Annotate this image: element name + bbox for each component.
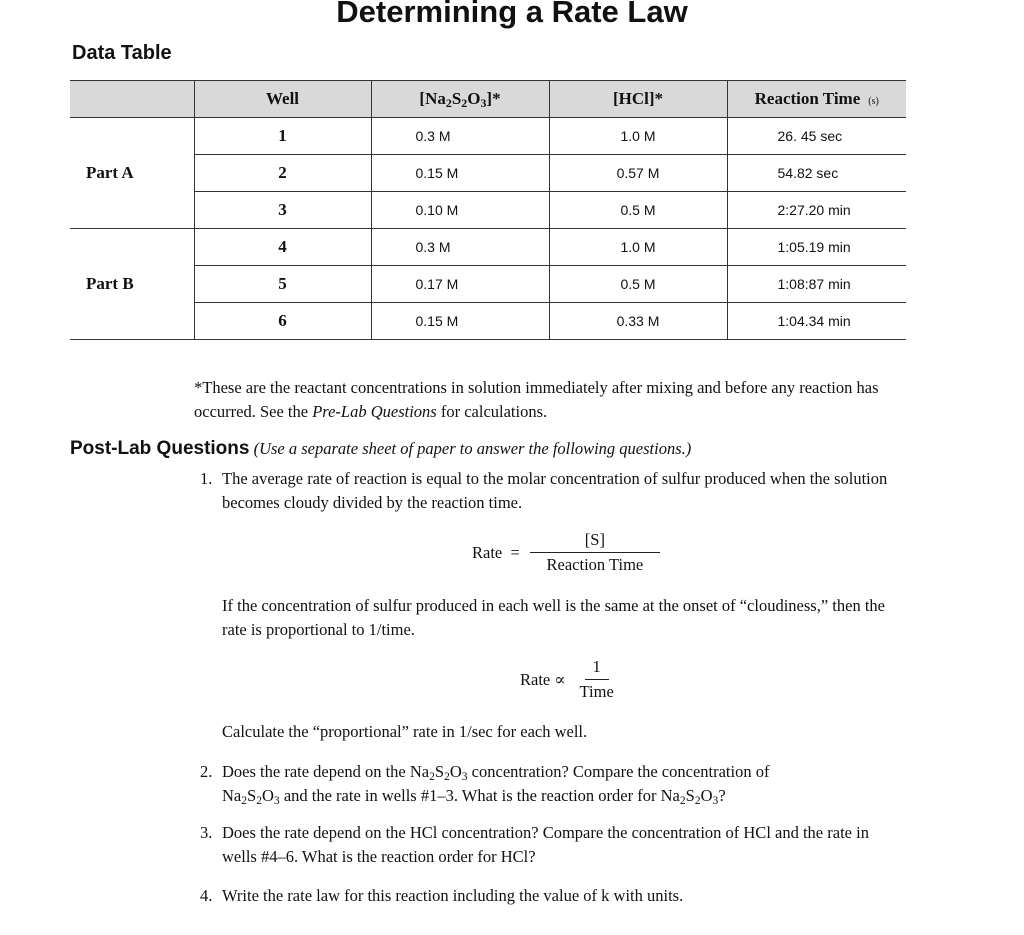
- table-row: [70, 303, 906, 340]
- hcl-cell: 1.0 M: [549, 229, 727, 266]
- rate-equation: [472, 530, 660, 575]
- na2s2o3-cell: 0.3 M: [371, 118, 549, 155]
- fraction-numerator: 1: [585, 657, 609, 680]
- header-blank: [70, 81, 194, 118]
- postlab-heading-line: [70, 438, 691, 460]
- na2s2o3-cell: 0.3 M: [371, 229, 549, 266]
- question-1: [200, 467, 900, 515]
- table-row: [70, 118, 906, 155]
- hcl-cell: 0.5 M: [549, 266, 727, 303]
- question-text: Write the rate law for this reaction including the value of k with units.: [222, 886, 684, 905]
- equation-lhs: Rate ∝: [520, 669, 566, 689]
- postlab-heading: Post-Lab Questions: [70, 438, 250, 459]
- table-row: [70, 229, 906, 266]
- na2s2o3-cell: 0.15 M: [371, 303, 549, 340]
- well-cell: 6: [194, 303, 371, 340]
- well-cell: 4: [194, 229, 371, 266]
- header-reaction-time: Reaction Time (s): [727, 81, 906, 118]
- time-cell: 1:08:87 min: [727, 266, 906, 303]
- question-number: 2.: [200, 762, 213, 781]
- question-number: 1.: [200, 469, 213, 488]
- equation-fraction: [572, 657, 622, 702]
- time-cell: 26. 45 sec: [727, 118, 906, 155]
- well-cell: 3: [194, 192, 371, 229]
- hcl-cell: 0.5 M: [549, 192, 727, 229]
- well-cell: 2: [194, 155, 371, 192]
- table-row: [70, 192, 906, 229]
- equation-lhs: Rate =: [472, 542, 520, 562]
- table-footnote: *These are the reactant concentrations in solution immediately after mixing and before any reaction has occurred. See the Pre-Lab Questions for calculations.: [194, 378, 879, 421]
- question-text: The average rate of reaction is equal to the molar concentration of sulfur produced when the solution becomes cloudy divided by the reaction time.: [222, 469, 888, 512]
- data-table-heading: Data Table: [72, 42, 172, 64]
- time-cell: 2:27.20 min: [727, 192, 906, 229]
- header-na2s2o3: $[Na_2S_2O_3]*$: [371, 81, 549, 118]
- question-4: [200, 884, 900, 908]
- time-cell: 1:05.19 min: [727, 229, 906, 266]
- hcl-cell: 0.57 M: [549, 155, 727, 192]
- table-row: [70, 155, 906, 192]
- question-text: Does the rate depend on the $Na_2S_2O_3$ concentration? Compare the concentration of $Na_2S_2O_3$ and the rate in wells #1–3. What is the reaction order for $Na_2S_2O_3$?: [222, 762, 770, 807]
- table-row: [70, 266, 906, 303]
- fraction-numerator: [S]: [530, 530, 660, 553]
- fraction-denominator: Time: [579, 682, 614, 701]
- question-1-continued: [222, 594, 892, 642]
- question-text: Does the rate depend on the HCl concentration? Compare the concentration of HCl and the rate in wells #4–6. What is the reaction order for HCl?: [222, 823, 869, 866]
- well-cell: 1: [194, 118, 371, 155]
- time-unit-note: (s): [868, 96, 879, 107]
- question-1-instruction: [222, 720, 892, 744]
- data-table: [70, 80, 906, 340]
- question-text: If the concentration of sulfur produced in each well is the same at the onset of “cloudiness,” then the rate is proportional to 1/time.: [222, 596, 885, 639]
- page-title: Determining a Rate Law: [336, 0, 688, 29]
- part-b-label: Part B: [70, 229, 194, 340]
- header-well: Well: [194, 81, 371, 118]
- time-cell: 1:04.34 min: [727, 303, 906, 340]
- hcl-cell: 0.33 M: [549, 303, 727, 340]
- part-a-label: Part A: [70, 118, 194, 229]
- question-text: Calculate the “proportional” rate in 1/sec for each well.: [222, 722, 588, 741]
- na2s2o3-cell: 0.17 M: [371, 266, 549, 303]
- na2s2o3-cell: 0.10 M: [371, 192, 549, 229]
- question-2: [200, 760, 900, 808]
- table-header-row: [70, 81, 906, 118]
- na2s2o3-cell: 0.15 M: [371, 155, 549, 192]
- equation-fraction: [530, 530, 660, 575]
- postlab-note: (Use a separate sheet of paper to answer the following questions.): [253, 439, 692, 458]
- question-3: [200, 821, 900, 869]
- time-cell: 54.82 sec: [727, 155, 906, 192]
- well-cell: 5: [194, 266, 371, 303]
- header-hcl: [HCl]*: [549, 81, 727, 118]
- proportional-equation: [520, 657, 622, 702]
- question-number: 4.: [200, 886, 213, 905]
- fraction-denominator: Reaction Time: [546, 555, 644, 574]
- question-number: 3.: [200, 823, 213, 842]
- hcl-cell: 1.0 M: [549, 118, 727, 155]
